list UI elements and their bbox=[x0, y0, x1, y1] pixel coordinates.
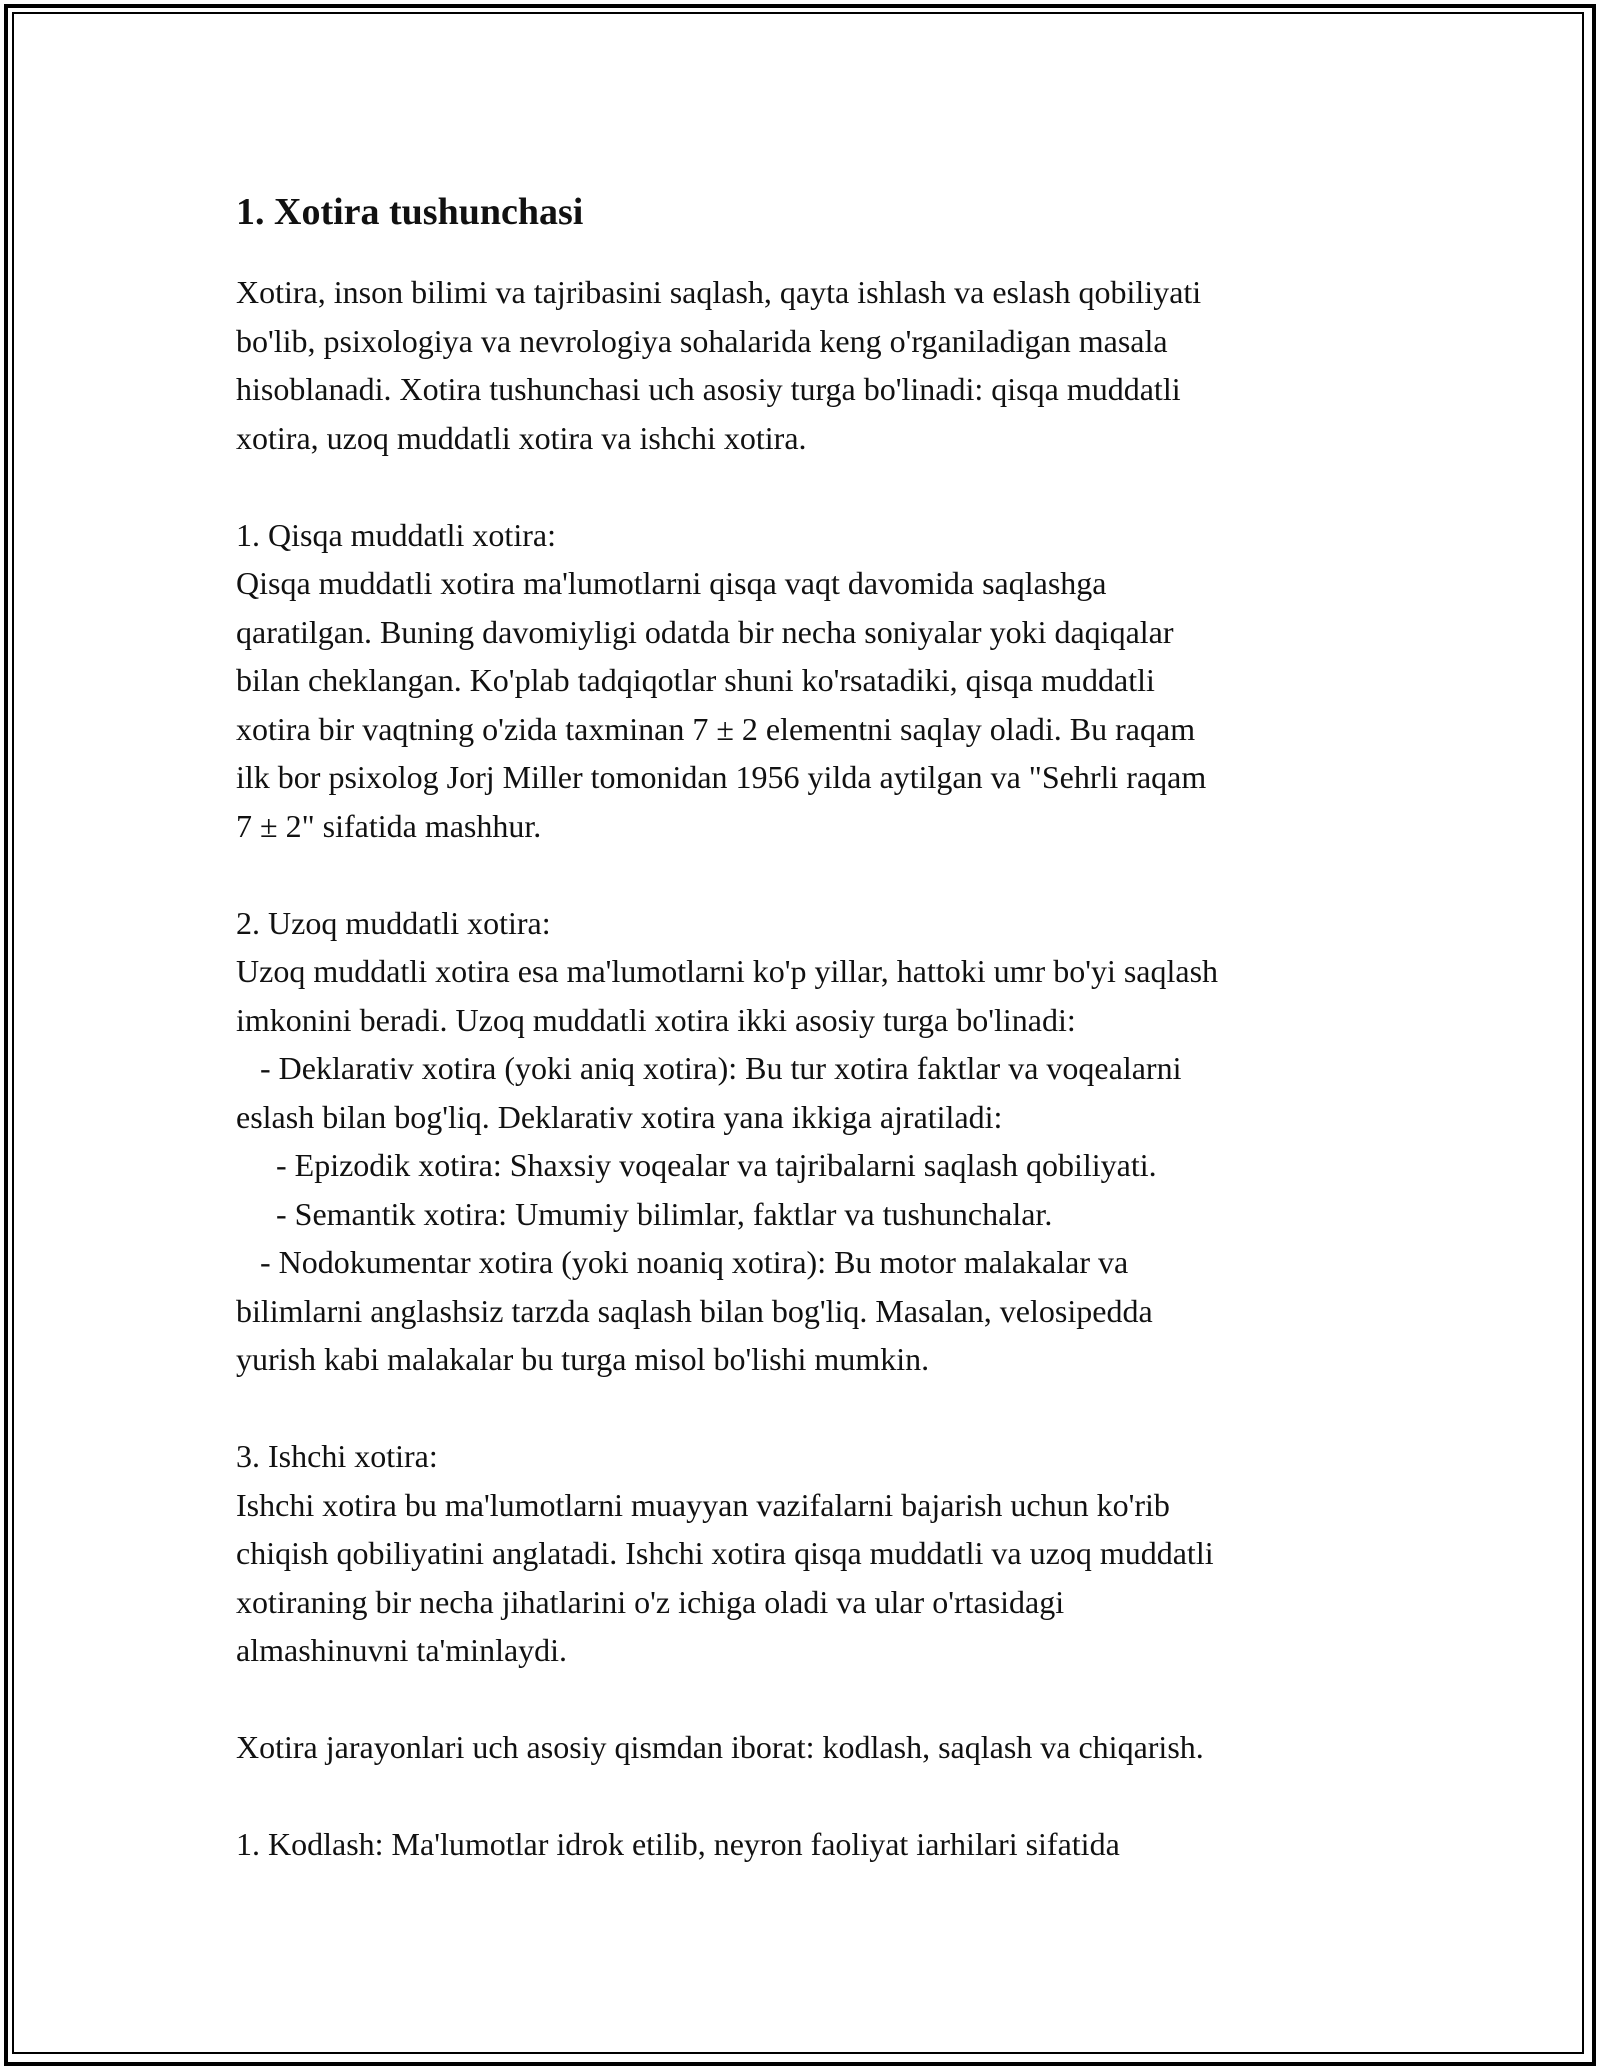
text-line: almashinuvni ta'minlaydi. bbox=[236, 1632, 568, 1668]
text-line: hisoblanadi. Xotira tushunchasi uch asosiy turga bo'linadi: qisqa muddatli bbox=[236, 371, 1181, 407]
text-line: xotiraning bir necha jihatlarini o'z ichiga oladi va ular o'rtasidagi bbox=[236, 1583, 1065, 1620]
text-line: 1. Qisqa muddatli xotira: bbox=[236, 516, 556, 553]
text-line: Ishchi xotira bu ma'lumotlarni muayyan vazifalarni bajarish uchun ko'rib bbox=[236, 1486, 1170, 1523]
blank-line bbox=[236, 850, 1376, 899]
text-line: ilk bor psixolog Jorj Miller tomonidan 1956 yilda aytilgan va "Sehrli raqam bbox=[236, 759, 1207, 795]
text-line: Qisqa muddatli xotira ma'lumotlarni qisqa vaqt davomida saqlashga bbox=[236, 565, 1107, 601]
text-line: xotira bir vaqtning o'zida taxminan 7 ± 2 elementni saqlay oladi. Bu raqam bbox=[236, 710, 1196, 747]
blank-line bbox=[236, 1384, 1376, 1433]
text-line: qaratilgan. Buning davomiyligi odatda bir necha soniyalar yoki daqiqalar bbox=[236, 613, 1174, 650]
text-line: bo'lib, psixologiya va nevrologiya sohalarida keng o'rganiladigan masala bbox=[236, 322, 1168, 359]
text-line: eslash bilan bog'liq. Deklarativ xotira yana ikkiga ajratiladi: bbox=[236, 1098, 1003, 1135]
text-line: chiqish qobiliyatini anglatadi. Ishchi xotira qisqa muddatli va uzoq muddatli bbox=[236, 1535, 1214, 1571]
document-body bbox=[236, 186, 1376, 1869]
text-line: imkonini beradi. Uzoq muddatli xotira ikki asosiy turga bo'linadi: bbox=[236, 1001, 1076, 1038]
document-text bbox=[236, 268, 1376, 1869]
text-line: - Deklarativ xotira (yoki aniq xotira): Bu tur xotira faktlar va voqealarni bbox=[236, 1050, 1182, 1086]
text-line: - Epizodik xotira: Shaxsiy voqealar va tajribalarni saqlash qobiliyati. bbox=[236, 1147, 1157, 1183]
text-line: bilan cheklangan. Ko'plab tadqiqotlar shuni ko'rsatadiki, qisqa muddatli bbox=[236, 662, 1155, 698]
text-line: 1. Kodlash: Ma'lumotlar idrok etilib, neyron faoliyat iarhilari sifatida bbox=[236, 1826, 1120, 1862]
blank-line bbox=[236, 1772, 1376, 1821]
text-line: Xotira jarayonlari uch asosiy qismdan iborat: kodlash, saqlash va chiqarish. bbox=[236, 1729, 1204, 1765]
text-line: Xotira, inson bilimi va tajribasini saqlash, qayta ishlash va eslash qobiliyati bbox=[236, 274, 1202, 310]
text-line: xotira, uzoq muddatli xotira va ishchi xotira. bbox=[236, 419, 807, 456]
text-line: bilimlarni anglashsiz tarzda saqlash bilan bog'liq. Masalan, velosipedda bbox=[236, 1292, 1153, 1329]
text-line: 7 ± 2" sifatida mashhur. bbox=[236, 807, 542, 844]
text-line: 2. Uzoq muddatli xotira: bbox=[236, 904, 551, 941]
text-line: - Semantik xotira: Umumiy bilimlar, faktlar va tushunchalar. bbox=[236, 1195, 1053, 1232]
text-line: yurish kabi malakalar bu turga misol bo'lishi mumkin. bbox=[236, 1341, 930, 1377]
section-heading: 1. Xotira tushunchasi bbox=[236, 191, 584, 233]
blank-line bbox=[236, 1675, 1376, 1724]
text-line: - Nodokumentar xotira (yoki noaniq xotira): Bu motor malakalar va bbox=[236, 1244, 1129, 1280]
text-line: 3. Ishchi xotira: bbox=[236, 1438, 438, 1474]
text-line: Uzoq muddatli xotira esa ma'lumotlarni ko'p yillar, hattoki umr bo'yi saqlash bbox=[236, 953, 1219, 989]
blank-line bbox=[236, 462, 1376, 511]
